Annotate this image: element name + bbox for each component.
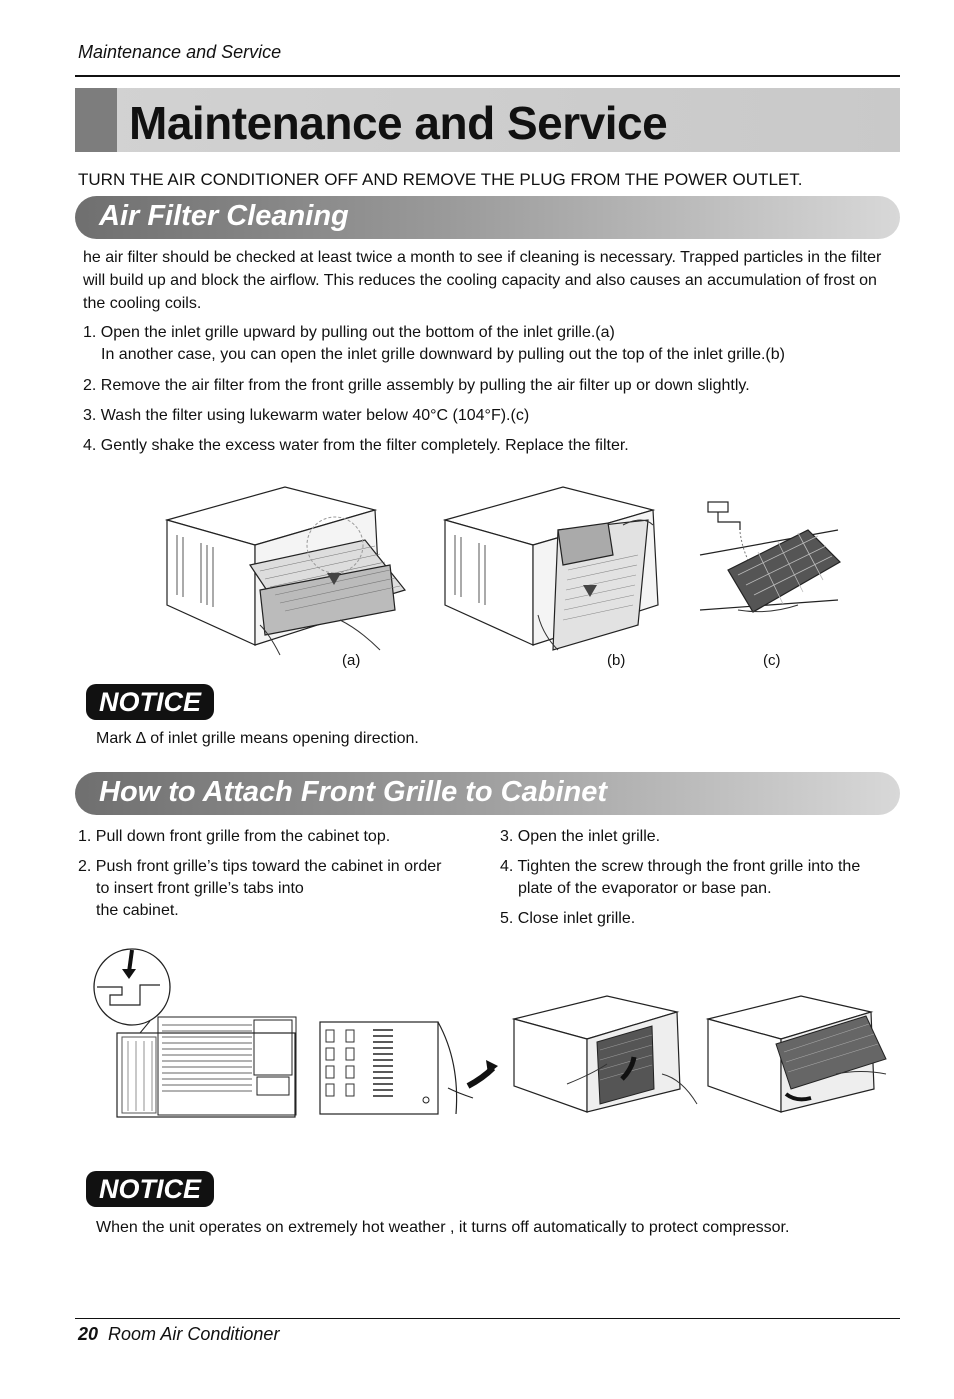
footer-rule xyxy=(75,1318,900,1319)
notice-text-1: Mark ∆ of inlet grille means opening direction. xyxy=(96,730,419,747)
section-heading-text: Air Filter Cleaning xyxy=(99,200,349,232)
illustration-wash-filter xyxy=(698,500,843,640)
filter-step-3: 3. Wash the filter using lukewarm water below 40°C (104°F).(c) xyxy=(83,407,530,424)
notice-text-2: When the unit operates on extremely hot weather , it turns off automatically to protect compressor. xyxy=(96,1219,790,1236)
footer-doc-title: Room Air Conditioner xyxy=(108,1324,280,1344)
notice-badge-2 xyxy=(86,1171,214,1207)
step-text: 1. Open the inlet grille upward by pulling out the bottom of the inlet grille.(a) xyxy=(83,324,615,341)
grille-step-2 xyxy=(78,856,478,922)
page-title-bar xyxy=(75,88,900,152)
step-subtext: to insert front grille’s tabs into xyxy=(96,880,304,897)
caption-b: (b) xyxy=(607,652,626,669)
filter-step-2: 2. Remove the air filter from the front grille assembly by pulling the air filter up or down slightly. xyxy=(83,377,750,394)
notice-label: NOTICE xyxy=(98,687,201,717)
step-text: 4. Tighten the screw through the front grille into the xyxy=(500,858,861,875)
power-warning: TURN THE AIR CONDITIONER OFF AND REMOVE THE PLUG FROM THE POWER OUTLET. xyxy=(78,170,803,189)
grille-step-5: 5. Close inlet grille. xyxy=(500,910,636,927)
page-title: Maintenance and Service xyxy=(129,97,668,149)
page-footer xyxy=(78,1324,279,1345)
illustration-close-inlet-grille xyxy=(706,994,891,1114)
section-heading-text: How to Attach Front Grille to Cabinet xyxy=(99,776,608,808)
step-subtext: the cabinet. xyxy=(96,902,179,919)
grille-step-4 xyxy=(500,856,900,900)
illustration-grille-tab-detail xyxy=(92,945,297,1120)
illustration-open-grille-upward xyxy=(165,485,415,655)
filter-step-1 xyxy=(83,322,903,366)
notice-badge-1 xyxy=(86,684,214,720)
step-text: 2. Push front grille’s tips toward the cabinet in order xyxy=(78,858,442,875)
caption-c: (c) xyxy=(763,652,781,669)
step-subtext: plate of the evaporator or base pan. xyxy=(518,880,772,897)
section-heading-air-filter xyxy=(75,196,900,239)
grille-step-1: 1. Pull down front grille from the cabinet top. xyxy=(78,828,391,845)
header-rule xyxy=(75,75,900,77)
illustration-open-grille-downward xyxy=(443,485,688,655)
notice-label: NOTICE xyxy=(98,1174,201,1204)
illustration-push-grille-tips xyxy=(318,1008,498,1118)
page-number: 20 xyxy=(78,1324,99,1344)
filter-step-4: 4. Gently shake the excess water from the filter completely. Replace the filter. xyxy=(83,437,629,454)
caption-a: (a) xyxy=(342,652,361,669)
running-header: Maintenance and Service xyxy=(78,42,282,62)
section-heading-front-grille xyxy=(75,772,900,815)
air-filter-intro: he air filter should be checked at least twice a month to see if cleaning is necessary. Trapped particles in the filter will build up and block the airflow. This reduces the cooling capacity and also causes an accumulation of frost on the cooling coils. xyxy=(83,249,882,312)
title-tab-accent xyxy=(75,88,117,152)
step-subtext: In another case, you can open the inlet grille downward by pulling out the top of the inlet grille.(b) xyxy=(101,346,785,363)
grille-step-3: 3. Open the inlet grille. xyxy=(500,828,661,845)
illustration-open-inlet-grille xyxy=(512,994,702,1114)
